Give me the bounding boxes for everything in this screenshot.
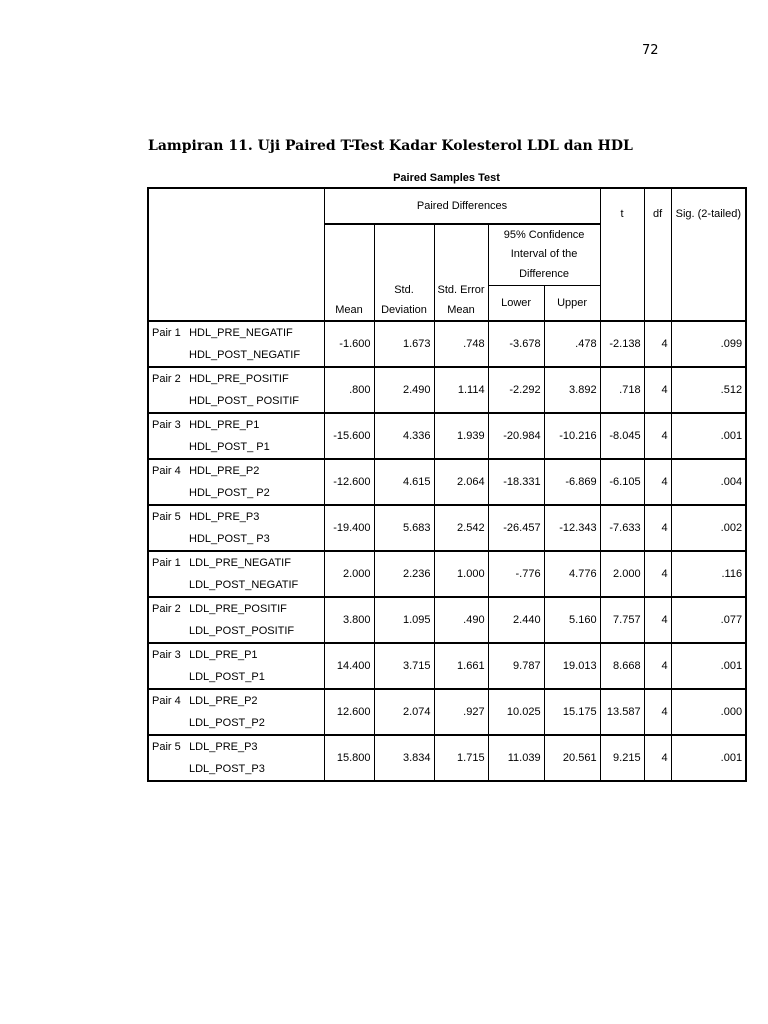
pre-variable: HDL_PRE_POSITIF [189, 373, 289, 385]
upper-cell: .478 [544, 321, 600, 367]
header-std-deviation [374, 224, 434, 321]
post-variable: LDL_POST_NEGATIF [189, 579, 299, 591]
pair-label: Pair 4 [152, 695, 181, 707]
mean-cell: -15.600 [324, 413, 374, 459]
pair-label-cell [148, 367, 324, 413]
header-std-deviation-line1: Std. [394, 284, 414, 296]
table-row [148, 321, 746, 367]
header-blank-cell [148, 188, 324, 321]
sig-cell: .001 [671, 735, 746, 781]
header-ci-line2: Interval of the [510, 248, 578, 260]
df-cell: 4 [644, 505, 671, 551]
df-cell: 4 [644, 597, 671, 643]
header-std-error-mean [434, 224, 488, 321]
pair-line-pre [152, 552, 321, 574]
sig-cell: .001 [671, 413, 746, 459]
lower-cell: 10.025 [488, 689, 544, 735]
page-number: 72 [642, 43, 659, 58]
std-deviation-cell: 3.834 [374, 735, 434, 781]
sig-cell: .099 [671, 321, 746, 367]
table-row [148, 643, 746, 689]
df-cell: 4 [644, 643, 671, 689]
table-row [148, 367, 746, 413]
sig-cell: .000 [671, 689, 746, 735]
pair-label: Pair 1 [152, 327, 181, 339]
pair-label: Pair 5 [152, 511, 181, 523]
pre-variable: LDL_PRE_POSITIF [189, 603, 287, 615]
upper-cell: 3.892 [544, 367, 600, 413]
std-error-mean-cell: 1.715 [434, 735, 488, 781]
pair-line-pre [152, 690, 321, 712]
lower-cell: -20.984 [488, 413, 544, 459]
std-error-mean-cell: .927 [434, 689, 488, 735]
sig-cell: .116 [671, 551, 746, 597]
post-variable: HDL_POST_NEGATIF [189, 349, 301, 361]
post-variable: LDL_POST_P2 [189, 717, 265, 729]
upper-cell: 20.561 [544, 735, 600, 781]
header-mean: Mean [335, 304, 363, 316]
table-row [148, 459, 746, 505]
std-deviation-cell: 2.236 [374, 551, 434, 597]
lower-cell: -2.292 [488, 367, 544, 413]
paired-samples-table [147, 187, 747, 782]
post-variable: HDL_POST_ P3 [189, 533, 270, 545]
sig-cell: .001 [671, 643, 746, 689]
df-cell: 4 [644, 413, 671, 459]
header-t: t [600, 188, 644, 321]
sig-cell: .002 [671, 505, 746, 551]
std-deviation-cell: 4.336 [374, 413, 434, 459]
t-cell: -6.105 [600, 459, 644, 505]
pair-label: Pair 3 [152, 419, 181, 431]
sig-cell: .077 [671, 597, 746, 643]
lower-cell: -3.678 [488, 321, 544, 367]
lower-cell: -26.457 [488, 505, 544, 551]
pre-variable: LDL_PRE_NEGATIF [189, 557, 291, 569]
header-sig: Sig. (2-tailed) [671, 188, 746, 321]
pair-label: Pair 4 [152, 465, 181, 477]
post-variable: LDL_POST_POSITIF [189, 625, 295, 637]
pre-variable: LDL_PRE_P3 [189, 741, 258, 753]
page-heading: Lampiran 11. Uji Paired T-Test Kadar Kolesterol LDL dan HDL [148, 138, 633, 154]
std-deviation-cell: 3.715 [374, 643, 434, 689]
upper-cell: 15.175 [544, 689, 600, 735]
std-error-mean-cell: 1.661 [434, 643, 488, 689]
pair-label: Pair 5 [152, 741, 181, 753]
t-cell: -8.045 [600, 413, 644, 459]
t-cell: 8.668 [600, 643, 644, 689]
pair-line-pre [152, 506, 321, 528]
upper-cell: -6.869 [544, 459, 600, 505]
header-upper: Upper [544, 285, 600, 321]
table-row [148, 505, 746, 551]
std-deviation-cell: 2.074 [374, 689, 434, 735]
pair-label-cell [148, 689, 324, 735]
mean-cell: 15.800 [324, 735, 374, 781]
table-row [148, 551, 746, 597]
upper-cell: -12.343 [544, 505, 600, 551]
t-cell: .718 [600, 367, 644, 413]
mean-cell: 2.000 [324, 551, 374, 597]
mean-cell: .800 [324, 367, 374, 413]
upper-cell: -10.216 [544, 413, 600, 459]
table-title: Paired Samples Test [393, 172, 500, 184]
upper-cell: 19.013 [544, 643, 600, 689]
table-body [148, 321, 746, 781]
pair-label-cell [148, 735, 324, 781]
header-std-error-line1: Std. Error [437, 284, 485, 296]
pair-label-cell [148, 551, 324, 597]
header-lower: Lower [488, 285, 544, 321]
header-std-deviation-line2: Deviation [381, 303, 427, 316]
std-error-mean-cell: 1.114 [434, 367, 488, 413]
std-error-mean-cell: .490 [434, 597, 488, 643]
pre-variable: LDL_PRE_P1 [189, 649, 258, 661]
pair-label: Pair 2 [152, 373, 181, 385]
std-error-mean-cell: 1.000 [434, 551, 488, 597]
pair-line-pre [152, 460, 321, 482]
post-variable: HDL_POST_ POSITIF [189, 395, 300, 407]
std-error-mean-cell: 1.939 [434, 413, 488, 459]
pair-label-cell [148, 459, 324, 505]
header-std-error-line2: Mean [447, 303, 475, 316]
table-row [148, 689, 746, 735]
pair-line-pre [152, 736, 321, 758]
post-variable: HDL_POST_ P1 [189, 441, 270, 453]
t-cell: 2.000 [600, 551, 644, 597]
post-variable: LDL_POST_P3 [189, 763, 265, 775]
lower-cell: -18.331 [488, 459, 544, 505]
pre-variable: HDL_PRE_P3 [189, 511, 260, 523]
pair-line-pre [152, 414, 321, 436]
lower-cell: 11.039 [488, 735, 544, 781]
df-cell: 4 [644, 367, 671, 413]
upper-cell: 5.160 [544, 597, 600, 643]
header-confidence-interval [488, 224, 600, 285]
post-variable: HDL_POST_ P2 [189, 487, 270, 499]
header-paired-differences: Paired Differences [324, 188, 600, 224]
pair-label-cell [148, 413, 324, 459]
t-cell: 9.215 [600, 735, 644, 781]
pair-label-cell [148, 321, 324, 367]
post-variable: LDL_POST_P1 [189, 671, 265, 683]
std-deviation-cell: 1.673 [374, 321, 434, 367]
pair-label-cell [148, 597, 324, 643]
pre-variable: HDL_PRE_P2 [189, 465, 260, 477]
pair-label: Pair 3 [152, 649, 181, 661]
df-cell: 4 [644, 551, 671, 597]
sig-cell: .004 [671, 459, 746, 505]
t-cell: 13.587 [600, 689, 644, 735]
pair-line-pre [152, 322, 321, 344]
std-error-mean-cell: .748 [434, 321, 488, 367]
df-cell: 4 [644, 459, 671, 505]
std-error-mean-cell: 2.542 [434, 505, 488, 551]
pre-variable: LDL_PRE_P2 [189, 695, 258, 707]
t-cell: -7.633 [600, 505, 644, 551]
pair-line-pre [152, 644, 321, 666]
mean-cell: -12.600 [324, 459, 374, 505]
mean-cell: 12.600 [324, 689, 374, 735]
std-deviation-cell: 4.615 [374, 459, 434, 505]
pre-variable: HDL_PRE_P1 [189, 419, 260, 431]
pair-line-pre [152, 598, 321, 620]
pair-label-cell [148, 505, 324, 551]
lower-cell: 2.440 [488, 597, 544, 643]
mean-cell: 14.400 [324, 643, 374, 689]
df-cell: 4 [644, 321, 671, 367]
std-deviation-cell: 1.095 [374, 597, 434, 643]
lower-cell: -.776 [488, 551, 544, 597]
header-ci-line1: 95% Confidence [503, 228, 585, 241]
pair-label: Pair 1 [152, 557, 181, 569]
mean-cell: -19.400 [324, 505, 374, 551]
std-deviation-cell: 5.683 [374, 505, 434, 551]
header-ci-line3: Difference [519, 267, 570, 280]
table-row [148, 735, 746, 781]
table-row [148, 413, 746, 459]
header-df: df [644, 188, 671, 321]
sig-cell: .512 [671, 367, 746, 413]
pre-variable: HDL_PRE_NEGATIF [189, 327, 293, 339]
df-cell: 4 [644, 735, 671, 781]
pair-label-cell [148, 643, 324, 689]
std-deviation-cell: 2.490 [374, 367, 434, 413]
upper-cell: 4.776 [544, 551, 600, 597]
pair-line-pre [152, 368, 321, 390]
std-error-mean-cell: 2.064 [434, 459, 488, 505]
lower-cell: 9.787 [488, 643, 544, 689]
mean-cell: -1.600 [324, 321, 374, 367]
t-cell: 7.757 [600, 597, 644, 643]
table-row [148, 597, 746, 643]
t-cell: -2.138 [600, 321, 644, 367]
mean-cell: 3.800 [324, 597, 374, 643]
pair-label: Pair 2 [152, 603, 181, 615]
df-cell: 4 [644, 689, 671, 735]
